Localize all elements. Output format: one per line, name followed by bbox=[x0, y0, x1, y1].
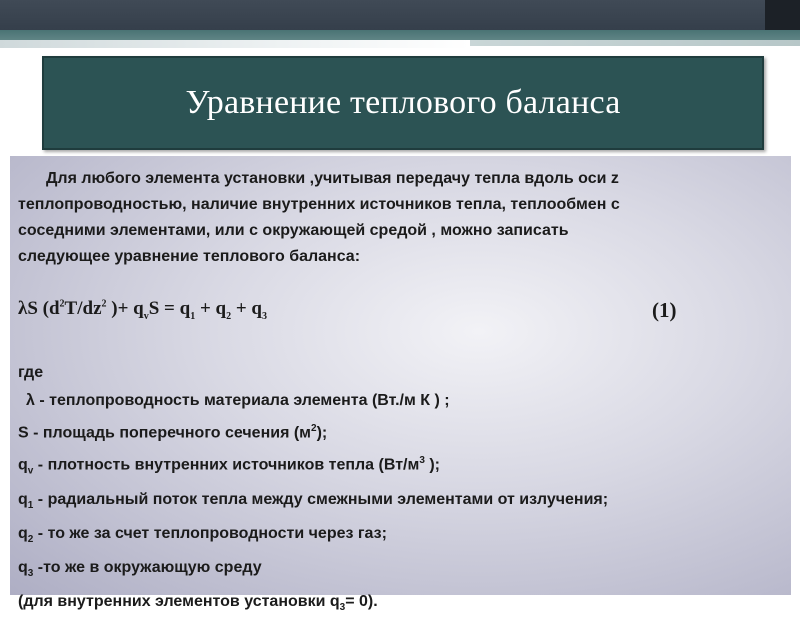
legend-q3-sub: 3 bbox=[27, 568, 34, 580]
legend-lambda-text: λ - теплопроводность материала элемента (Вт./м К ) ; bbox=[26, 392, 450, 409]
legend-q1 bbox=[18, 486, 788, 520]
legend-qv bbox=[18, 447, 788, 486]
legend-lambda bbox=[18, 387, 788, 415]
eq-sub: 3 bbox=[262, 310, 268, 322]
legend-where: где bbox=[18, 364, 44, 381]
intro-line-4: следующее уравнение теплового баланса: bbox=[18, 248, 361, 265]
legend-qv-end: ); bbox=[424, 456, 440, 474]
legend-area-sup: 2 bbox=[311, 423, 317, 434]
legend-q2-sub: 2 bbox=[27, 534, 34, 546]
legend-area-text: S - площадь поперечного сечения (м bbox=[18, 424, 312, 442]
legend-q1-symbol: q bbox=[18, 490, 28, 508]
legend-q3 bbox=[18, 554, 788, 588]
legend-q1-sub: 1 bbox=[27, 500, 34, 512]
heat-balance-equation bbox=[18, 298, 698, 322]
eq-sup: 2 bbox=[101, 298, 107, 310]
eq-sub: v bbox=[143, 310, 149, 322]
decor-stripe-teal bbox=[0, 30, 800, 40]
intro-line-1 bbox=[18, 166, 778, 192]
legend-note-sub: 3 bbox=[339, 602, 346, 614]
legend-q2-symbol: q bbox=[18, 525, 28, 543]
legend-q2 bbox=[18, 520, 788, 554]
intro-line-3: соседними элементами, или с окружающей средой , можно записать bbox=[18, 222, 569, 239]
decor-stripe-light bbox=[0, 40, 470, 48]
legend-q3-symbol: q bbox=[18, 559, 28, 577]
eq-sub: 2 bbox=[226, 310, 232, 322]
legend-qv-sub: v bbox=[27, 465, 34, 477]
eq-sub: 1 bbox=[190, 310, 196, 322]
legend-area-end: ); bbox=[316, 424, 328, 442]
slide-title: Уравнение теплового баланса bbox=[185, 84, 621, 121]
eq-part: )+ q bbox=[106, 298, 144, 319]
legend-q3-text: -то же в окружающую среду bbox=[33, 559, 262, 577]
eq-part: λS (d bbox=[18, 298, 60, 319]
legend-note bbox=[18, 588, 788, 622]
legend-q2-text: - то же за счет теплопроводности через газ; bbox=[33, 525, 387, 543]
legend-note-end: = 0). bbox=[345, 593, 378, 611]
legend-qv-symbol: q bbox=[18, 456, 28, 474]
slide-title-box bbox=[42, 56, 764, 150]
legend-qv-sup: 3 bbox=[419, 455, 425, 467]
decor-stripe-thin bbox=[470, 40, 800, 46]
equation-number: (1) bbox=[652, 298, 677, 322]
eq-part: + q bbox=[231, 298, 263, 319]
eq-part: + q bbox=[195, 298, 227, 319]
intro-line-2: теплопроводностью, наличие внутренних источников тепла, теплообмен с bbox=[18, 196, 620, 213]
variable-legend bbox=[18, 359, 788, 623]
eq-sup: 2 bbox=[59, 298, 65, 310]
intro-paragraph bbox=[18, 166, 778, 270]
top-decor-band bbox=[0, 0, 800, 30]
legend-area bbox=[18, 415, 788, 447]
content-text bbox=[10, 156, 791, 614]
eq-part: T/dz bbox=[64, 298, 102, 319]
intro-line-1-text: Для любого элемента установки ,учитывая передачу тепла вдоль оси z bbox=[46, 170, 619, 187]
legend-qv-text: - плотность внутренних источников тепла (Вт/м bbox=[33, 456, 420, 474]
legend-q1-text: - радиальный поток тепла между смежными элементами от излучения; bbox=[33, 490, 609, 508]
legend-note-text: (для внутренних элементов установки q bbox=[18, 593, 340, 611]
top-decor-corner bbox=[765, 0, 800, 30]
eq-part: S = q bbox=[148, 298, 191, 319]
content-panel bbox=[10, 156, 791, 614]
